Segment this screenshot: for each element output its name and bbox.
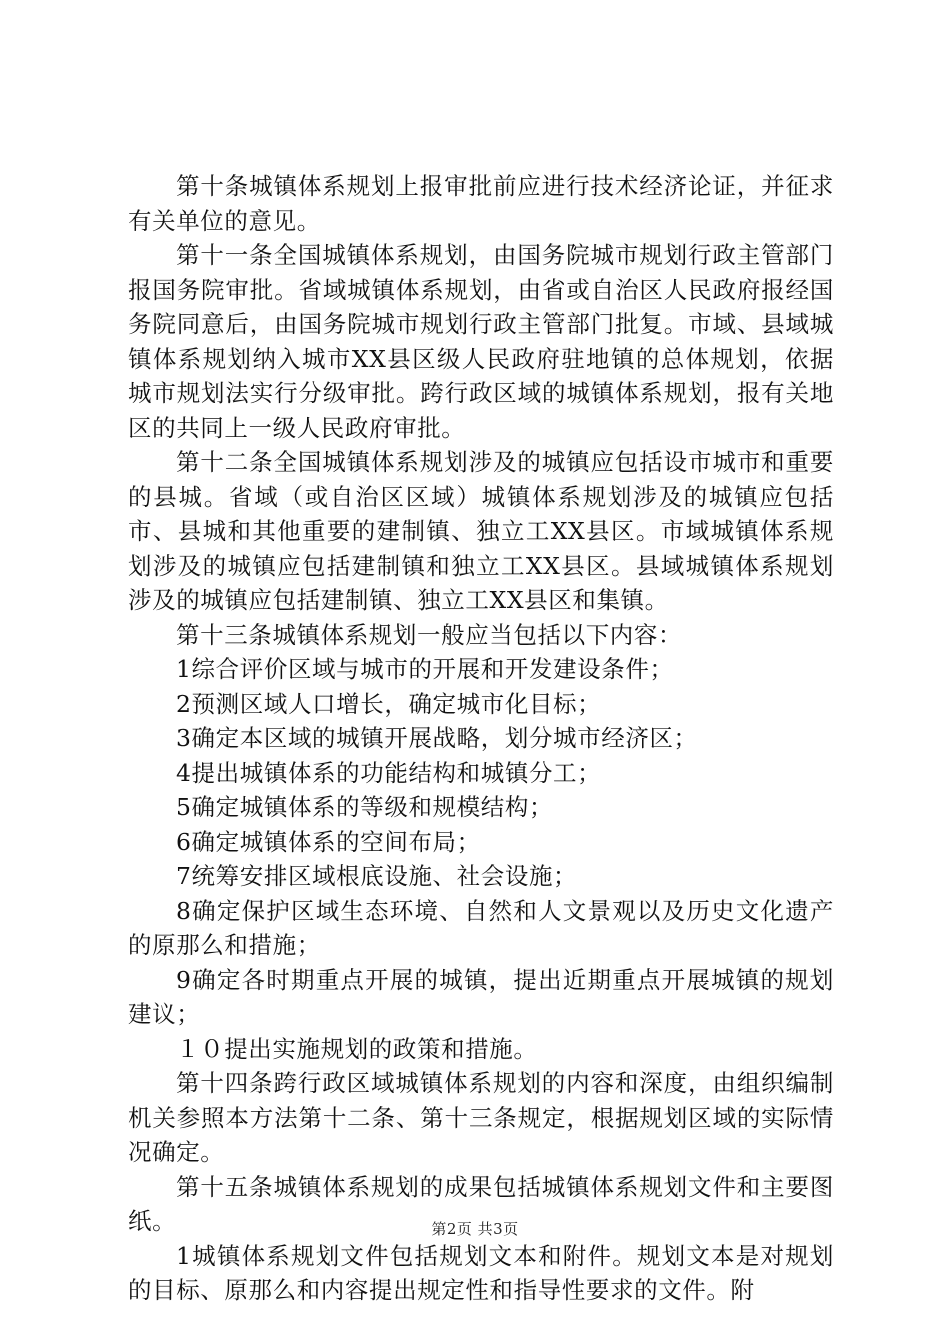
list-item-9: 9确定各时期重点开展的城镇，提出近期重点开展城镇的规划建议； bbox=[128, 965, 834, 1028]
list-item-1: 1综合评价区域与城市的开展和开发建设条件； bbox=[176, 655, 674, 683]
paragraph-article-10: 第十条城镇体系规划上报审批前应进行技术经济论证，并征求有关单位的意见。 bbox=[128, 172, 834, 235]
list-item-10: １０提出实施规划的政策和措施。 bbox=[176, 1034, 538, 1063]
list-item-7: 7统筹安排区域根底设施、社会设施； bbox=[176, 862, 578, 890]
list-item-4: 4提出城镇体系的功能结构和城镇分工； bbox=[176, 758, 602, 787]
paragraph-article-11: 第十一条全国城镇体系规划，由国务院城市规划行政主管部门报国务院审批。省域城镇体系规划，由省或自治区人民政府报经国务院同意后，由国务院城市规划行政主管部门批复。市域、县域城镇体系规划纳入城市XX县区级人民政府驻地镇的总体规划，依据城市规划法实行分级审批。跨行政区域的城镇体系规划，报有关地区的共同上一级人民政府审批。 bbox=[128, 241, 834, 442]
list-item-8: 8确定保护区域生态环境、自然和人文景观以及历史文化遗产的原那么和措施； bbox=[128, 896, 834, 959]
list-item-2: 2预测区域人口增长，确定城市化目标； bbox=[176, 689, 602, 718]
list-item-6: 6确定城镇体系的空间布局； bbox=[176, 827, 481, 856]
list-item-5: 5确定城镇体系的等级和规模结构； bbox=[176, 793, 554, 821]
paragraph-article-14: 第十四条跨行政区域城镇体系规划的内容和深度，由组织编制机关参照本方法第十二条、第十三条规定，根据规划区域的实际情况确定。 bbox=[128, 1069, 834, 1166]
paragraph-article-15: 第十五条城镇体系规划的成果包括城镇体系规划文件和主要图纸。 bbox=[128, 1172, 834, 1235]
paragraph-article-15-item-1: 1城镇体系规划文件包括规划文本和附件。规划文本是对规划的目标、原那么和内容提出规定性和指导性要求的文件。附 bbox=[128, 1241, 834, 1304]
page-footer: 第2页 共3页 bbox=[431, 1220, 519, 1238]
list-item-3: 3确定本区域的城镇开展战略，划分城市经济区； bbox=[176, 724, 698, 752]
paragraph-article-12: 第十二条全国城镇体系规划涉及的城镇应包括设市城市和重要的县城。省域（或自治区区域）城镇体系规划涉及的城镇应包括市、县城和其他重要的建制镇、独立工XX县区。市域城镇体系规划涉及的城镇应包括建制镇和独立工XX县区。县域城镇体系规划涉及的城镇应包括建制镇、独立工XX县区和集镇。 bbox=[128, 448, 834, 614]
paragraph-article-13: 第十三条城镇体系规划一般应当包括以下内容： bbox=[176, 620, 683, 649]
document-body bbox=[128, 169, 834, 1308]
